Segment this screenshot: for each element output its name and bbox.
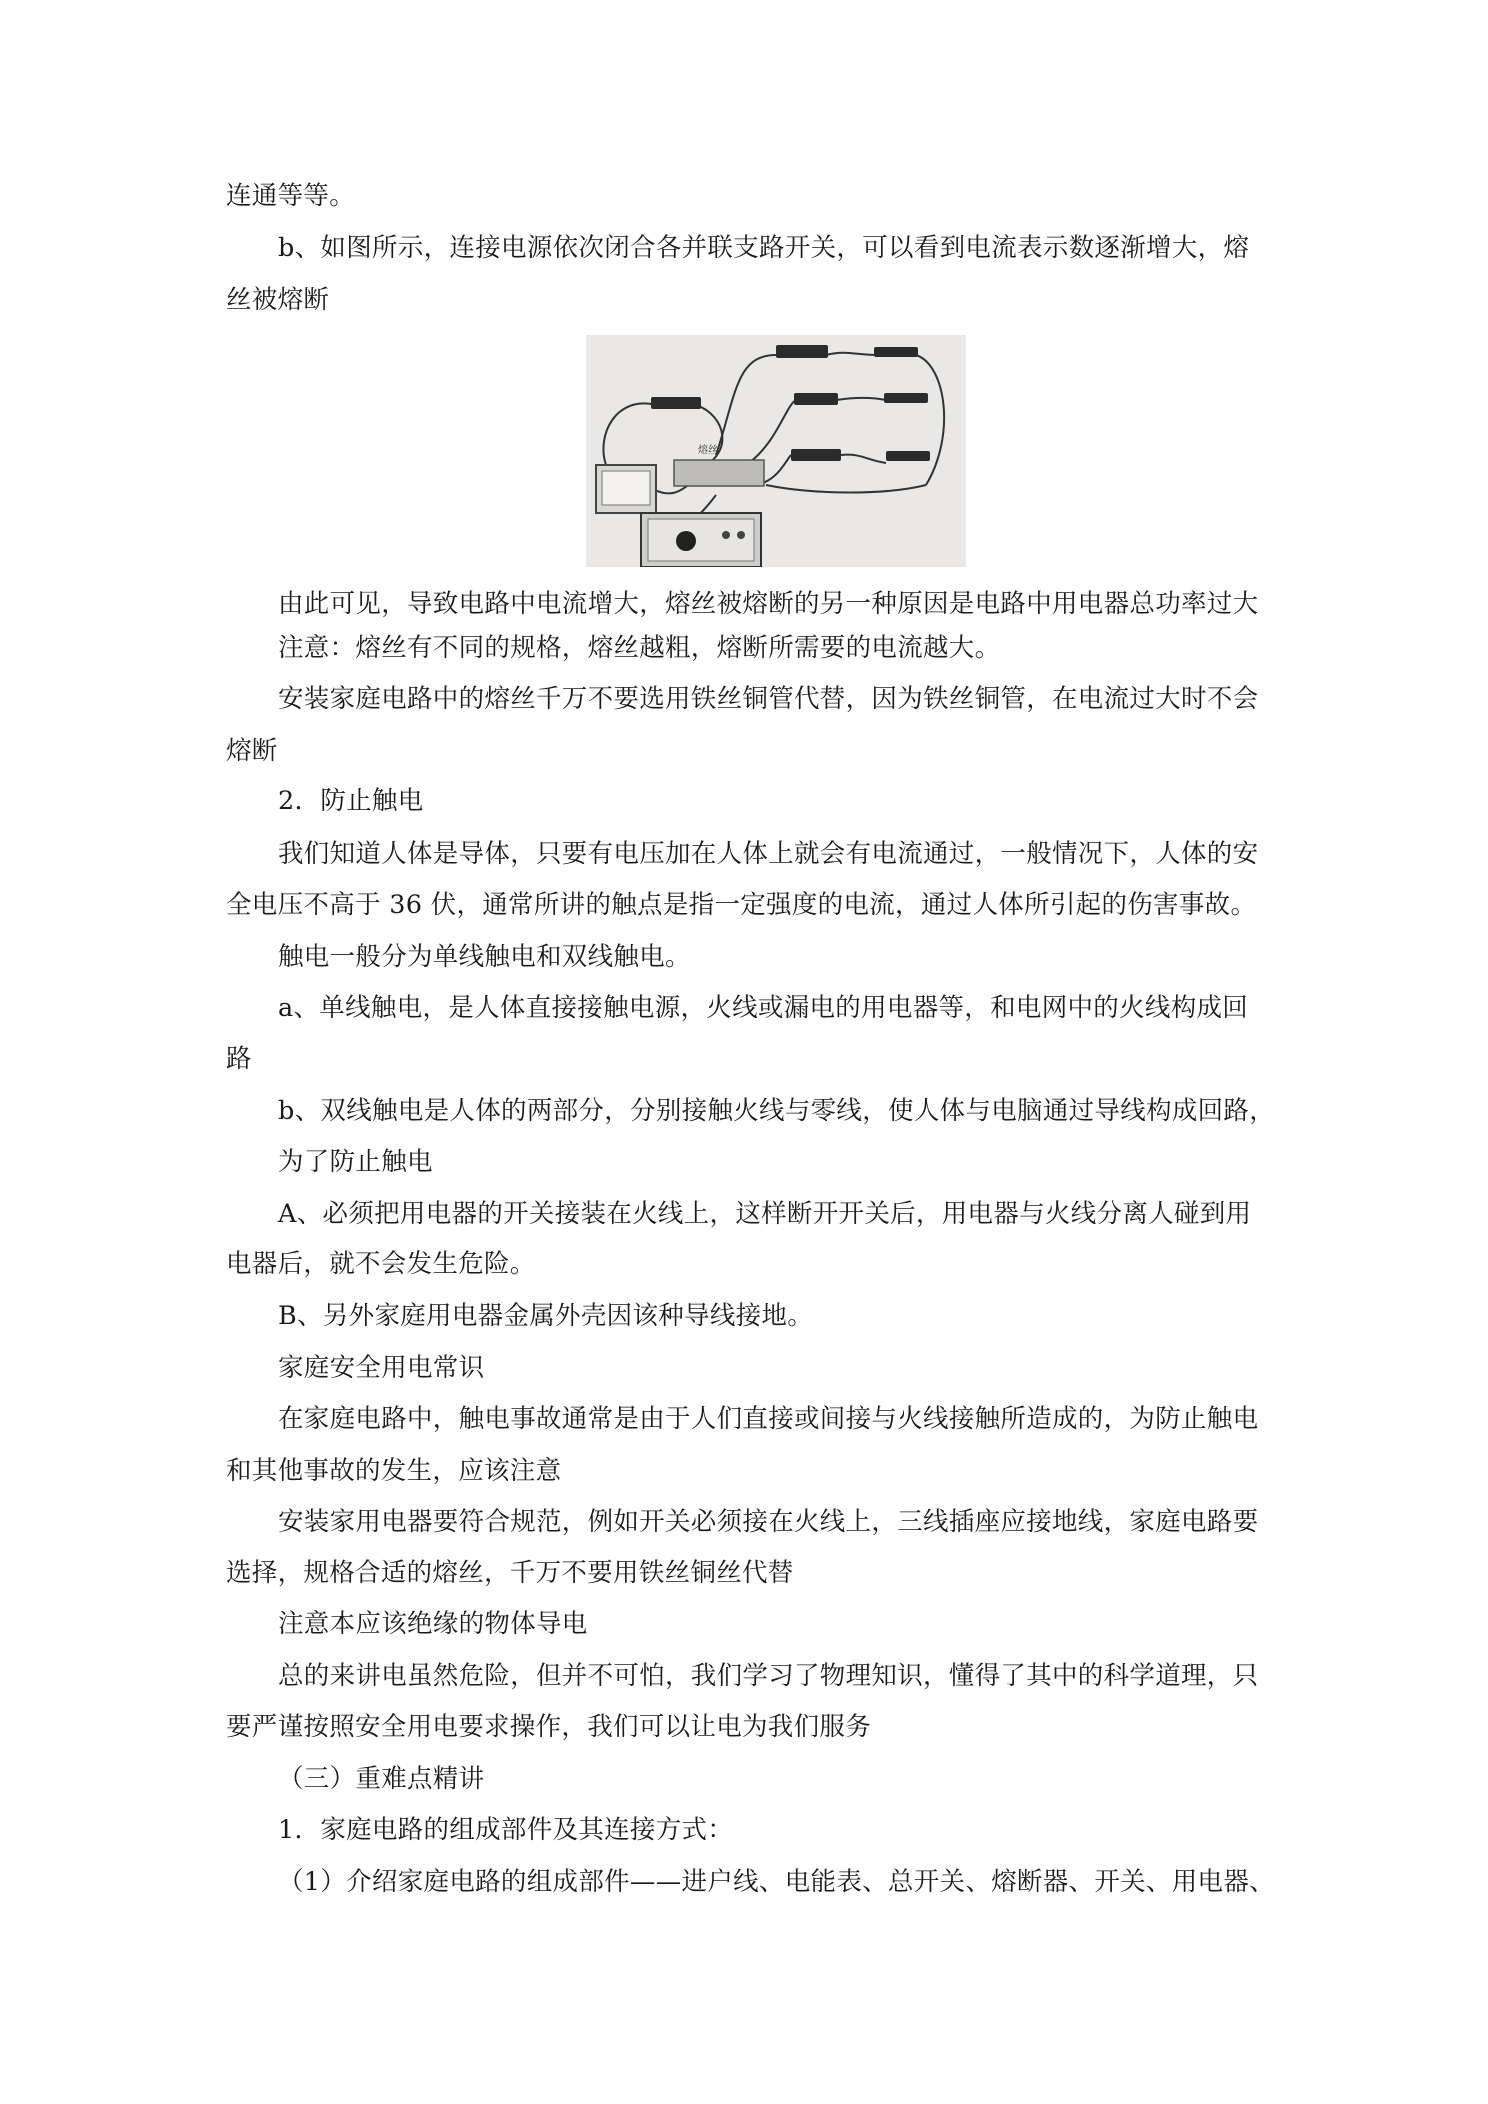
svg-text:熔丝: 熔丝 (698, 445, 718, 456)
text-line: 为了防止触电 (278, 1147, 433, 1177)
text-line: 电器后，就不会发生危险。 (226, 1249, 536, 1279)
text-line: B、另外家庭用电器金属外壳因该种导线接地。 (278, 1301, 814, 1331)
section-heading: （三）重难点精讲 (278, 1764, 485, 1794)
text-line: 安装家用电器要符合规范，例如开关必须接在火线上，三线插座应接地线，家庭电路要 (278, 1507, 1259, 1537)
text-line: b、如图所示，连接电源依次闭合各并联支路开关，可以看到电流表示数逐渐增大，熔 (278, 233, 1250, 263)
text-line: 选择，规格合适的熔丝，千万不要用铁丝铜丝代替 (226, 1558, 794, 1588)
text-line: 注意本应该绝缘的物体导电 (278, 1609, 588, 1639)
text-line: 全电压不高于 36 伏，通常所讲的触点是指一定强度的电流，通过人体所引起的伤害事故。 (226, 890, 1257, 920)
text-line: 路 (226, 1044, 252, 1074)
text-line: 由此可见，导致电路中电流增大，熔丝被熔断的另一种原因是电路中用电器总功率过大 (278, 589, 1259, 619)
text-line: 丝被熔断 (226, 285, 330, 315)
section-heading: 家庭安全用电常识 (278, 1353, 485, 1383)
circuit-experiment-photo (586, 335, 966, 567)
text-line: 连通等等。 (226, 181, 356, 211)
section-heading: 1．家庭电路的组成部件及其连接方式： (278, 1815, 734, 1845)
section-heading: 2．防止触电 (278, 786, 424, 816)
text-line: 我们知道人体是导体，只要有电压加在人体上就会有电流通过，一般情况下，人体的安 (278, 839, 1259, 869)
text-line: 在家庭电路中，触电事故通常是由于人们直接或间接与火线接触所造成的，为防止触电 (278, 1404, 1259, 1434)
text-line: a、单线触电，是人体直接接触电源，火线或漏电的用电器等，和电网中的火线构成回 (278, 993, 1249, 1023)
text-line: 要严谨按照安全用电要求操作，我们可以让电为我们服务 (226, 1712, 872, 1742)
text-line: 触电一般分为单线触电和双线触电。 (278, 942, 691, 972)
text-line: 总的来讲电虽然危险，但并不可怕，我们学习了物理知识，懂得了其中的科学道理，只 (278, 1661, 1259, 1691)
text-line: （1）介绍家庭电路的组成部件——进户线、电能表、总开关、熔断器、开关、用电器、 (278, 1867, 1275, 1897)
text-line: 和其他事故的发生，应该注意 (226, 1456, 562, 1486)
text-line: 注意：熔丝有不同的规格，熔丝越粗，熔断所需要的电流越大。 (278, 633, 1001, 663)
text-line: b、双线触电是人体的两部分，分别接触火线与零线，使人体与电脑通过导线构成回路， (278, 1096, 1276, 1126)
text-line: 安装家庭电路中的熔丝千万不要选用铁丝铜管代替，因为铁丝铜管，在电流过大时不会 (278, 684, 1259, 714)
text-line: A、必须把用电器的开关接装在火线上，这样断开开关后，用电器与火线分离人碰到用 (278, 1199, 1252, 1229)
text-line: 熔断 (226, 736, 278, 766)
